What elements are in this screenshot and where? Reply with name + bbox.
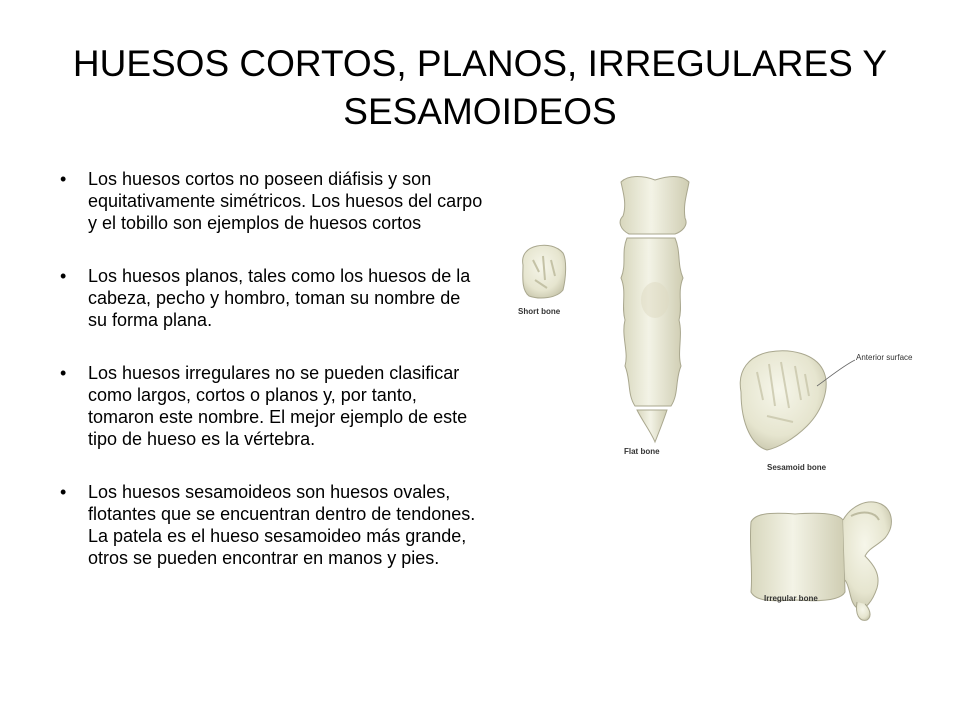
bullet-dot: •: [60, 363, 67, 383]
short-bone-drawing: [523, 245, 566, 298]
bullet-item: [60, 362, 484, 450]
bullet-item: [60, 265, 484, 331]
slide-title: HUESOS CORTOS, PLANOS, IRREGULARES Y SESAMOIDEOS: [72, 43, 888, 132]
bullet-item: [60, 168, 484, 234]
irregular-bone-label: Irregular bone: [764, 594, 818, 603]
bone-illustration-svg: [505, 160, 945, 630]
bone-types-illustration: [505, 160, 945, 630]
short-bone-label: Short bone: [518, 307, 561, 316]
bullet-item: [60, 481, 484, 569]
bullet-text: Los huesos sesamoideos son huesos ovales, flotantes que se encuentran dentro de tendones. La patela es el hueso sesamoideo más grande, otros se pueden encontrar en manos y pies.: [88, 482, 476, 568]
bullet-text: Los huesos cortos no poseen diáfisis y son equitativamente simétricos. Los huesos del carpo y el tobillo son ejemplos de huesos cortos: [88, 169, 483, 233]
bullet-dot: •: [60, 482, 67, 502]
bullet-dot: •: [60, 266, 67, 286]
sesamoid-bone-label: Sesamoid bone: [767, 463, 827, 472]
anterior-surface-label: Anterior surface: [856, 353, 913, 362]
bullet-dot: •: [60, 169, 67, 189]
bullet-text: Los huesos planos, tales como los huesos de la cabeza, pecho y hombro, toman su nombre de su forma plana.: [88, 266, 471, 330]
bullet-text: Los huesos irregulares no se pueden clasificar como largos, cortos o planos y, por tanto, tomaron este nombre. El mejor ejemplo de este tipo de hueso es la vértebra.: [88, 363, 468, 449]
flat-bone-label: Flat bone: [624, 447, 660, 456]
sesamoid-bone-drawing: [740, 351, 855, 450]
bullet-list: [60, 168, 484, 600]
flat-bone-drawing: [620, 177, 689, 443]
